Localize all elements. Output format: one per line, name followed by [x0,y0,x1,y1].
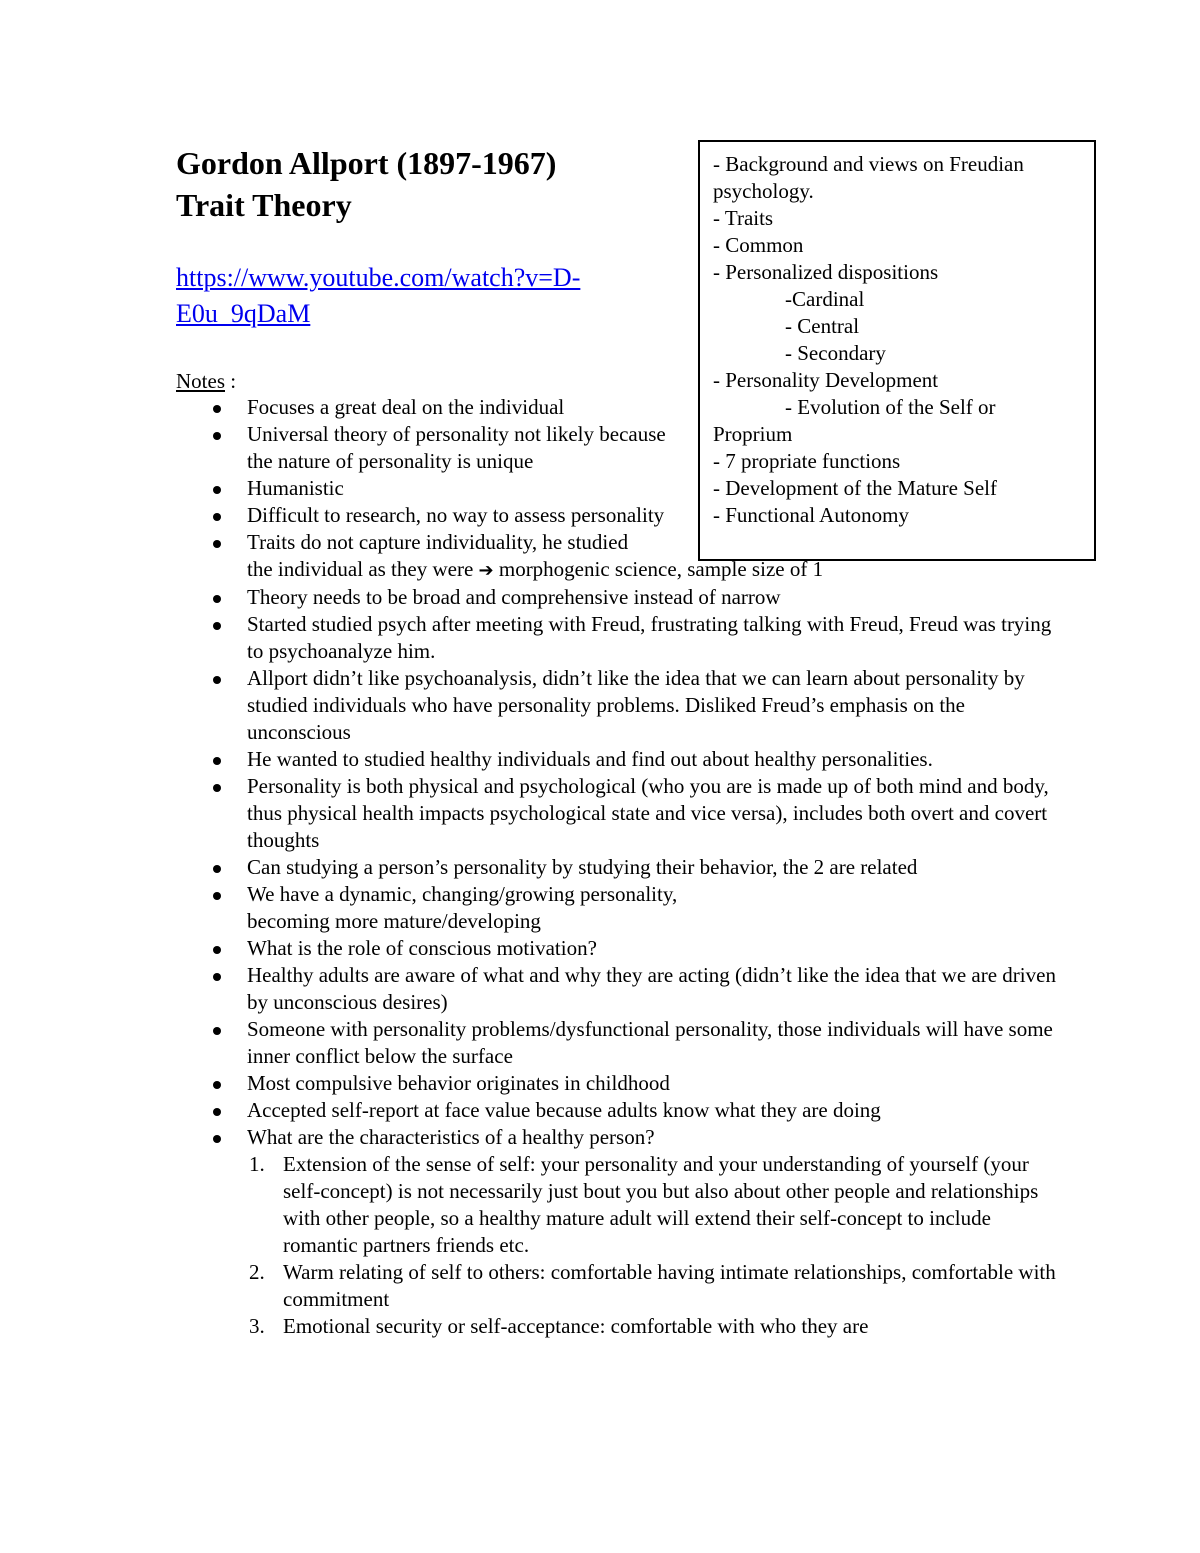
note-text: Focuses a great deal on the individual [247,395,565,419]
bullet-icon [213,676,221,684]
healthy-characteristics-list [247,1151,1056,1340]
note-text: Difficult to research, no way to assess personality [247,503,665,527]
note-text: He wanted to studied healthy individuals and find out about healthy personalities. [247,747,933,771]
youtube-link[interactable]: https://www.youtube.com/watch?v=D-E0u_9qDaM [176,263,581,328]
outline-subline: -Cardinal [785,287,865,311]
title-line-1: Gordon Allport (1897-1967) [176,145,557,181]
list-item [176,773,1056,854]
right-arrow-icon: ➔ [478,560,494,581]
note-text: Most compulsive behavior originates in childhood [247,1071,670,1095]
outline-line: - Personality Development [713,368,939,392]
outline-line: - Background and views on Freudian [713,152,1024,176]
outline-line: - Personalized dispositions [713,260,939,284]
outline-line: - Functional Autonomy [713,503,909,527]
note-text: Can studying a person’s personality by studying their behavior, the 2 are related [247,855,918,879]
page-title [176,142,556,226]
list-item [176,584,1056,611]
outline-line: - Common [713,233,804,257]
bullet-icon [213,865,221,873]
note-text: Allport didn’t like psychoanalysis, didn’t like the idea that we can learn about personality by studied individuals who have personality problems. Disliked Freud’s emphasis on the unconscious [247,666,1025,744]
notes-label [176,368,236,394]
outline-line: - Traits [713,206,774,230]
list-item [176,1070,1056,1097]
note-text-continued: the individual as they were [247,557,474,581]
note-text-continued: morphogenic science, sample size of 1 [498,557,824,581]
note-text: Personality is both physical and psychological (who you are is made up of both mind and body, thus physical health impacts psychological state and vice versa), includes both overt and covert thoughts [247,774,1049,852]
notes-label-text: Notes [176,369,225,393]
note-text: Started studied psych after meeting with Freud, frustrating talking with Freud, Freud was trying to psychoanalyze him. [247,612,1052,663]
list-item [176,611,1056,665]
item-number: 2. [249,1260,265,1284]
item-text: Emotional security or self-acceptance: comfortable with who they are [283,1314,869,1338]
outline-subline: - Secondary [785,341,886,365]
bullet-icon [213,595,221,603]
bullet-icon [213,1081,221,1089]
bullet-icon [213,622,221,630]
bullet-icon [213,513,221,521]
numbered-item [247,1313,1056,1340]
bullet-icon [213,432,221,440]
outline-subline: - Evolution of the Self or [785,395,996,419]
outline-subline: - Central [785,314,860,338]
outline-line: - 7 propriate functions [713,449,901,473]
bullet-icon [213,892,221,900]
list-item [176,854,1056,881]
bullet-icon [213,486,221,494]
note-text: Someone with personality problems/dysfunctional personality, those individuals will have some inner conflict below the surface [247,1017,1053,1068]
bullet-icon [213,1135,221,1143]
note-text: Humanistic [247,476,344,500]
bullet-icon [213,1027,221,1035]
list-item [176,962,1056,1016]
note-text: We have a dynamic, changing/growing personality, becoming more mature/developing [247,882,678,933]
list-item [176,935,1056,962]
note-text: What are the characteristics of a healthy person? [247,1125,655,1149]
item-text: Warm relating of self to others: comfortable having intimate relationships, comfortable with commitment [283,1260,1056,1311]
list-item [176,1016,1056,1070]
bullet-icon [213,946,221,954]
bullet-icon [213,1108,221,1116]
list-item [176,1097,1056,1124]
item-text: Extension of the sense of self: your personality and your understanding of yourself (your self-concept) is not necessarily just bout you but also about other people and relationships with other people, so a healthy mature adult will extend their self-concept to include romantic partners friends etc. [283,1152,1039,1257]
bullet-icon [213,540,221,548]
outline-line: psychology. [713,179,814,203]
outline-line: Proprium [713,422,793,446]
bullet-icon [213,973,221,981]
notes-label-colon: : [225,369,237,393]
note-text: What is the role of conscious motivation? [247,936,597,960]
item-number: 1. [249,1152,265,1176]
list-item [176,746,1056,773]
numbered-item [247,1151,1056,1259]
note-text: Accepted self-report at face value because adults know what they are doing [247,1098,881,1122]
item-number: 3. [249,1314,265,1338]
outline-line: - Development of the Mature Self [713,476,997,500]
numbered-item [247,1259,1056,1313]
note-text: Traits do not capture individuality, he studied [247,530,629,554]
note-text: Universal theory of personality not likely because the nature of personality is unique [247,422,666,473]
outline-box [698,140,1096,561]
bullet-icon [213,757,221,765]
bullet-icon [213,405,221,413]
list-item [176,881,1056,935]
list-item [176,1124,1056,1340]
title-line-2: Trait Theory [176,187,352,223]
note-text: Theory needs to be broad and comprehensive instead of narrow [247,585,781,609]
note-text: Healthy adults are aware of what and why they are acting (didn’t like the idea that we are driven by unconscious desires) [247,963,1056,1014]
bullet-icon [213,784,221,792]
list-item [176,665,1056,746]
